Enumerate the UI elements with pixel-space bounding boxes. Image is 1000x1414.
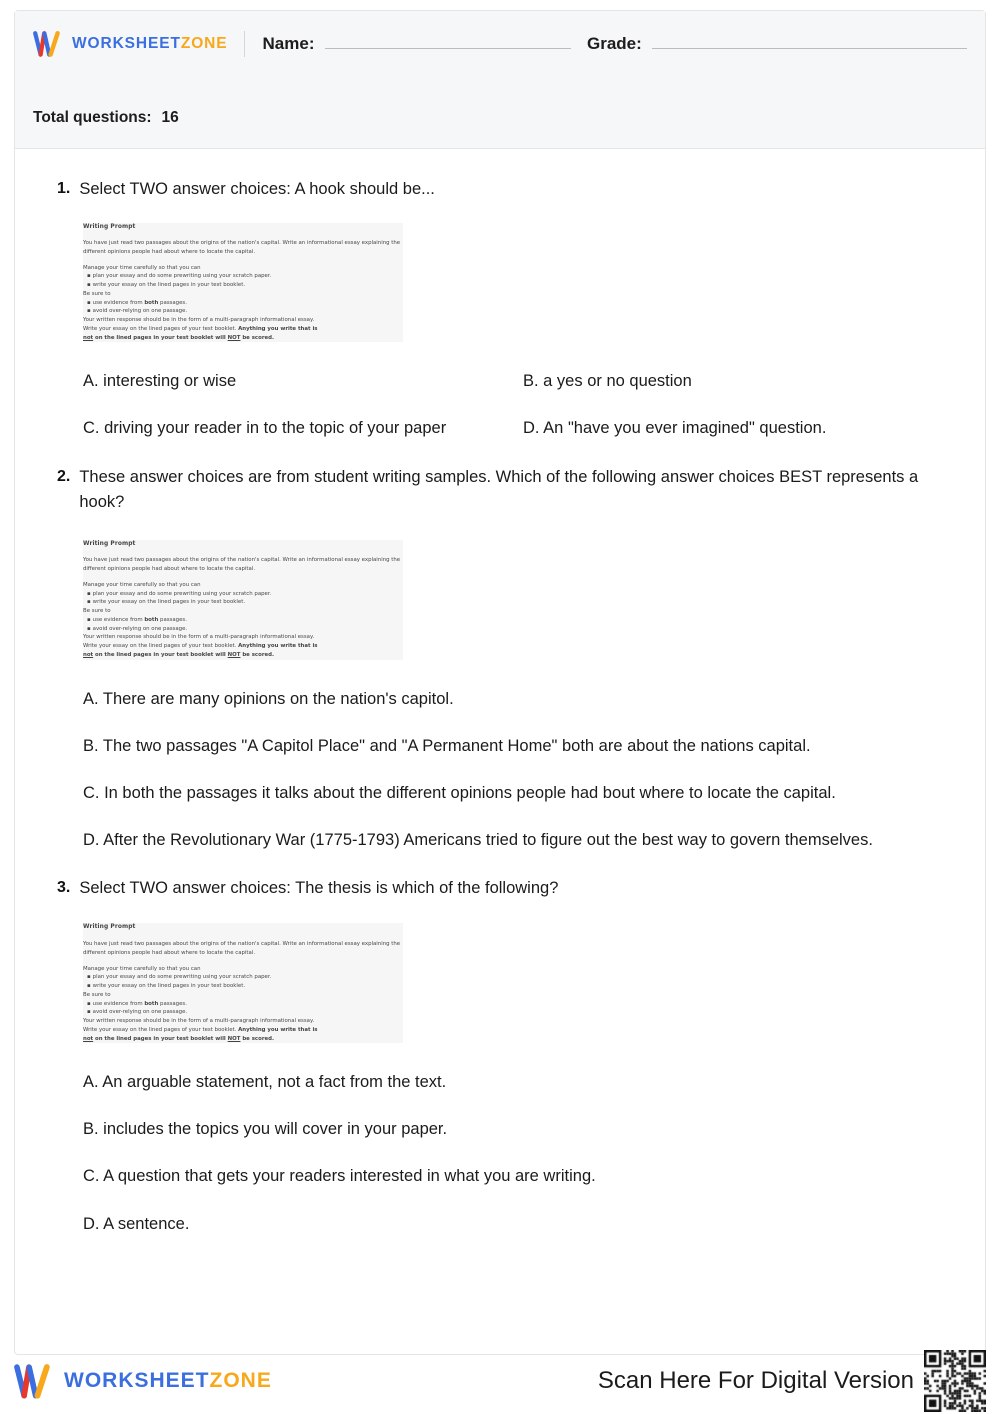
prompt-bullet-3-post: passages.: [158, 299, 187, 306]
prompt-bullet-3-bold: both: [144, 1000, 159, 1007]
header-row: [33, 31, 967, 57]
prompt-tail-3-not: not: [83, 334, 94, 341]
prompt-tail-2-pre: Write your essay on the lined pages of your test booklet.: [83, 643, 239, 649]
question-1-number: 1.: [57, 180, 71, 197]
prompt-tail-3-mid: on the lined pages in your test booklet will: [93, 334, 228, 341]
grade-label: Grade:: [587, 34, 642, 53]
prompt-para1: You have just read two passages about the origins of the nation's capital. Write an informational essay explaining the different opinions people had about where to locate the capital.: [83, 941, 401, 956]
question-2-choice-a[interactable]: A. There are many opinions on the nation's capitol.: [83, 689, 454, 708]
total-questions: [33, 109, 179, 127]
prompt-tail-2-bold: Anything you write that is: [238, 325, 318, 332]
prompt-bullet-4: ▪ avoid over-relying on one passage.: [83, 1008, 403, 1017]
brand-word-worksheet: WORKSHEET: [72, 35, 181, 52]
question-3-choice-c[interactable]: C. A question that gets your readers interested in what you are writing.: [83, 1167, 596, 1186]
question-2-text: These answer choices are from student writing samples. Which of the following answer choices BEST represents a hook?: [79, 467, 919, 512]
total-questions-count: 16: [161, 109, 179, 126]
question-3-head: [37, 876, 963, 902]
question-3-prompt-image: [83, 923, 403, 1043]
prompt-bullet-3-pre: use evidence from: [92, 1000, 145, 1007]
prompt-bullet-3-pre: use evidence from: [92, 299, 145, 306]
prompt-tail-3-end: be scored.: [240, 651, 275, 658]
header-divider: [244, 31, 245, 57]
grade-input-line[interactable]: [652, 35, 967, 49]
prompt-manage-line: Manage your time carefully so that you can: [83, 965, 201, 972]
prompt-tail-3-NOT: NOT: [227, 651, 241, 658]
question-3-choices: [83, 1071, 963, 1235]
name-label: Name:: [262, 34, 315, 53]
prompt-tail-1: Your written response should be in the form of a multi-paragraph informational essay.: [83, 1018, 315, 1024]
question-2-choices: [83, 688, 963, 852]
scan-here-text: Scan Here For Digital Version: [597, 1367, 914, 1394]
prompt-besure-line: Be sure to: [83, 608, 111, 614]
prompt-tail-3-NOT: NOT: [227, 334, 241, 341]
prompt-bullet-3-bold: both: [144, 616, 159, 623]
prompt-bullet-3: [83, 1000, 403, 1009]
question-3-choice-b[interactable]: B. includes the topics you will cover in your paper.: [83, 1120, 448, 1139]
prompt-tail-3-end: be scored.: [240, 1035, 275, 1042]
prompt-para1: You have just read two passages about the origins of the nation's capital. Write an informational essay explaining the different opinions people had about where to locate the capital.: [83, 240, 401, 255]
worksheet-body: [15, 149, 985, 1236]
brand-logo-header: [33, 31, 228, 57]
prompt-bullet-1: ▪ plan your essay and do some prewriting using your scratch paper.: [83, 272, 403, 281]
prompt-bullet-4: ▪ avoid over-relying on one passage.: [83, 625, 403, 634]
prompt-tail-3-mid: on the lined pages in your test booklet will: [93, 651, 228, 658]
prompt-bullet-1: ▪ plan your essay and do some prewriting using your scratch paper.: [83, 973, 403, 982]
prompt-manage-line: Manage your time carefully so that you can: [83, 581, 201, 588]
prompt-bullet-3-pre: use evidence from: [92, 616, 145, 623]
brand-logo-footer: [14, 1364, 272, 1399]
brand-word-worksheet: WORKSHEET: [64, 1369, 210, 1392]
prompt-title: Writing Prompt: [83, 540, 136, 547]
question-2-choice-d[interactable]: D. After the Revolutionary War (1775-1793) Americans tried to figure out the best way to govern themselves.: [83, 830, 873, 849]
worksheet-header: [15, 11, 985, 149]
prompt-bullet-3: [83, 616, 403, 625]
prompt-bullet-3-post: passages.: [158, 616, 187, 623]
question-2: [37, 465, 963, 852]
prompt-tail-2: [83, 642, 403, 651]
prompt-tail-3-end: be scored.: [240, 334, 275, 341]
prompt-bullet-2: ▪ write your essay on the lined pages in your test booklet.: [83, 281, 403, 290]
brand-word-zone: ZONE: [180, 35, 228, 52]
question-2-number: 2.: [57, 467, 71, 485]
question-1-choice-c[interactable]: C. driving your reader in to the topic of your paper: [83, 419, 447, 438]
worksheet-card: [14, 10, 986, 1355]
prompt-tail-3: [83, 334, 403, 343]
prompt-tail-3-not: not: [83, 1035, 94, 1042]
prompt-tail-1: Your written response should be in the form of a multi-paragraph informational essay.: [83, 634, 315, 641]
prompt-tail-3-not: not: [83, 651, 94, 658]
total-questions-label: Total questions:: [33, 109, 152, 126]
question-3-choice-a[interactable]: A. An arguable statement, not a fact from the text.: [83, 1073, 447, 1092]
brand-wordmark-footer: [64, 1369, 272, 1393]
name-input-line[interactable]: [325, 35, 572, 49]
question-1-prompt-image: [83, 223, 403, 343]
question-2-prompt-image: [83, 540, 403, 660]
prompt-bullet-3: [83, 299, 403, 308]
question-2-choice-c[interactable]: C. In both the passages it talks about the different opinions people had bout where to locate the capital.: [83, 783, 836, 802]
question-2-choice-b[interactable]: B. The two passages "A Capitol Place" and "A Permanent Home" both are about the nations capital.: [83, 736, 811, 755]
prompt-tail-3-mid: on the lined pages in your test booklet will: [93, 1035, 228, 1042]
grade-field[interactable]: [587, 34, 967, 54]
prompt-para1: You have just read two passages about the origins of the nation's capital. Write an informational essay explaining the different opinions people had about where to locate the capital.: [83, 557, 401, 572]
question-1-choice-a[interactable]: A. interesting or wise: [83, 372, 237, 391]
prompt-besure-line: Be sure to: [83, 290, 111, 297]
question-1: [37, 177, 963, 441]
question-3-number: 3.: [57, 878, 71, 896]
prompt-manage-line: Manage your time carefully so that you can: [83, 264, 201, 271]
question-1-text: Select TWO answer choices: A hook should be...: [79, 180, 435, 198]
question-3-text: Select TWO answer choices: The thesis is which of the following?: [79, 878, 559, 897]
question-3: [37, 876, 963, 1236]
prompt-title: Writing Prompt: [83, 924, 136, 931]
prompt-tail-2-bold: Anything you write that is: [238, 643, 318, 649]
prompt-tail-2-pre: Write your essay on the lined pages of your test booklet.: [83, 325, 239, 332]
worksheetzone-w-logo-icon: [33, 31, 63, 57]
prompt-bullet-2: ▪ write your essay on the lined pages in your test booklet.: [83, 598, 403, 607]
name-field[interactable]: [263, 34, 571, 54]
question-1-choice-b[interactable]: B. a yes or no question: [523, 372, 692, 391]
worksheetzone-w-logo-icon: [14, 1364, 54, 1399]
prompt-besure-line: Be sure to: [83, 991, 111, 998]
prompt-title: Writing Prompt: [83, 223, 136, 230]
prompt-tail-3: [83, 651, 403, 660]
prompt-bullet-4: ▪ avoid over-relying on one passage.: [83, 307, 403, 316]
brand-wordmark: [72, 35, 228, 53]
worksheet-footer: [14, 1356, 986, 1406]
brand-word-zone: ZONE: [209, 1369, 272, 1392]
prompt-tail-2: [83, 1026, 403, 1035]
question-1-choice-d[interactable]: D. An "have you ever imagined" question.: [523, 419, 827, 438]
prompt-tail-2: [83, 325, 403, 334]
prompt-bullet-3-post: passages.: [158, 1000, 187, 1007]
prompt-tail-3-NOT: NOT: [227, 1035, 241, 1042]
prompt-bullet-1: ▪ plan your essay and do some prewriting using your scratch paper.: [83, 590, 403, 599]
prompt-bullet-3-bold: both: [144, 299, 159, 306]
prompt-tail-3: [83, 1035, 403, 1044]
prompt-bullet-2: ▪ write your essay on the lined pages in your test booklet.: [83, 982, 403, 991]
prompt-tail-1: Your written response should be in the form of a multi-paragraph informational essay.: [83, 317, 315, 324]
question-1-choices: [83, 370, 963, 440]
prompt-tail-2-bold: Anything you write that is: [238, 1026, 318, 1033]
question-2-head: [37, 465, 963, 516]
question-1-head: [37, 177, 963, 203]
prompt-tail-2-pre: Write your essay on the lined pages of your test booklet.: [83, 1026, 239, 1033]
qr-code-icon[interactable]: [924, 1350, 986, 1412]
question-3-choice-d[interactable]: D. A sentence.: [83, 1214, 190, 1233]
